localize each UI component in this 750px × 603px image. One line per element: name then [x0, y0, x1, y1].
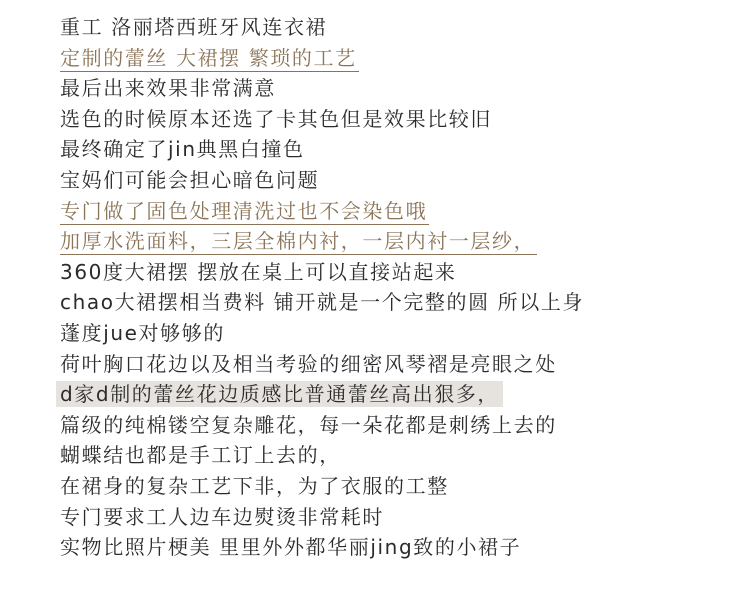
line-text: 宝妈们可能会担心暗色问题 [60, 167, 320, 192]
text-line [60, 196, 740, 227]
line-text: 专门要求工人边车边熨烫非常耗时 [60, 504, 384, 529]
line-text: 蝴蝶结也都是手工订上去的， [60, 443, 341, 468]
text-line [60, 502, 740, 533]
line-text: 360度大裙摆 摆放在桌上可以直接站起来 [60, 259, 457, 284]
text-line [60, 440, 740, 471]
line-text: 篇级的纯棉镂空复杂雕花，每一朵花都是刺绣上去的 [60, 412, 557, 437]
line-text: 重工 洛丽塔西班牙风连衣裙 [60, 15, 328, 39]
text-line [60, 318, 740, 349]
line-text: 蓬度jue对够够的 [60, 320, 225, 345]
line-text: 定制的蕾丝 大裙摆 繁琐的工艺 [60, 45, 357, 70]
line-text: d家d制的蕾丝花边质感比普通蕾丝高出狠多， [56, 381, 503, 407]
text-line [60, 134, 740, 165]
line-text: 专门做了固色处理清洗过也不会染色哦 [60, 198, 428, 223]
text-line [60, 287, 740, 318]
text-line [60, 410, 740, 441]
line-text: 加厚水洗面料，三层全棉内衬，一层内衬一层纱， [60, 229, 536, 254]
line-text: 实物比照片梗美 里里外外都华丽jing致的小裙子 [60, 535, 522, 560]
text-line [60, 471, 740, 502]
line-text: 最终确定了jin典黑白撞色 [60, 137, 305, 162]
line-text: 在裙身的复杂工艺下非，为了衣服的工整 [60, 473, 449, 498]
text-line [60, 532, 740, 563]
line-text: 荷叶胸口花边以及相当考验的细密风琴褶是亮眼之处 [60, 351, 557, 376]
text-line [60, 73, 740, 104]
text-line [60, 257, 740, 288]
text-line [60, 349, 740, 380]
line-text: 最后出来效果非常满意 [60, 76, 276, 101]
text-line [60, 12, 740, 43]
text-line [60, 104, 740, 135]
text-line [60, 165, 740, 196]
product-description [60, 12, 740, 563]
text-line [60, 226, 740, 257]
line-text: chao大裙摆相当费料 铺开就是一个完整的圆 所以上身 [60, 290, 585, 315]
text-line [60, 379, 740, 410]
line-text: 选色的时候原本还选了卡其色但是效果比较旧 [60, 106, 492, 131]
text-line [60, 43, 740, 74]
